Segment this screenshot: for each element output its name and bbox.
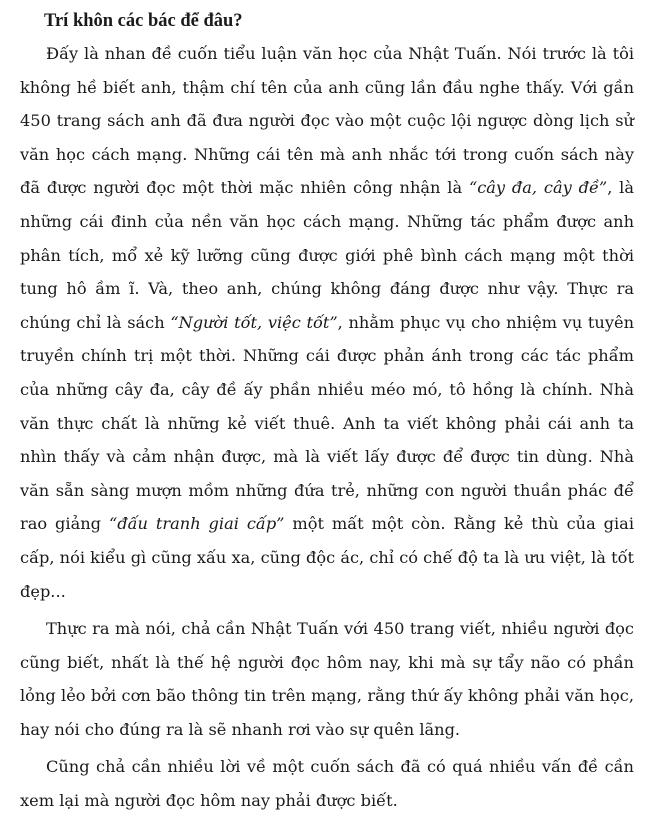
quote-cay-da-cay-de: “cây đa, cây đề”: [468, 178, 608, 198]
paragraph-1-text-3: , nhằm phục vụ cho nhiệm vụ tuyên truyền chính trị một thời. Những cái được phản ánh trong các tác phẩm của những cây đa, cây đề ấy phần nhiều méo mó, tô hồng là chính. Nhà văn thực chất là những kẻ viết thuê. Anh ta viết không phải cái anh ta nhìn thấy và cảm nhận được, mà là viết lấy được để được tin dùng. Nhà văn sẵn sàng mượn mồm những đứa trẻ, những con người thuần phác để rao giảng: [20, 312, 634, 534]
paragraph-1: [20, 37, 634, 608]
quote-dau-tranh-giai-cap: “đấu tranh giai cấp”: [108, 514, 285, 534]
paragraph-1-text-4: một mất một còn. Rằng kẻ thù của giai cấp, nói kiểu gì cũng xấu xa, cũng độc ác, chỉ có chế độ ta là ưu việt, là tốt đẹp...: [20, 514, 635, 601]
paragraph-1-text-2: , là những cái đinh của nền văn học cách mạng. Những tác phẩm được anh phân tích, mổ xẻ kỹ lưỡng cũng được giới phê bình cách mạng một thời tung hô ầm ĩ. Và, theo anh, chúng không đáng được như vậy. Thực ra chúng chỉ là sách: [20, 178, 634, 332]
article-title: Trí khôn các bác để đâu?: [44, 11, 243, 31]
quote-nguoi-tot-viec-tot: “Người tốt, việc tốt”: [170, 312, 338, 332]
article: [20, 6, 634, 818]
paragraph-2: Thực ra mà nói, chả cần Nhật Tuấn với 450 trang viết, nhiều người đọc cũng biết, nhất là thế hệ người đọc hôm nay, khi mà sự tẩy não có phần lỏng lẻo bởi cơn bão thông tin trên mạng, rằng thứ ấy không phải văn học, hay nói cho đúng ra là sẽ nhanh rơi vào sự quên lãng.: [20, 619, 634, 739]
paragraph-1-text-1: Đấy là nhan đề cuốn tiểu luận văn học của Nhật Tuấn. Nói trước là tôi không hề biết anh, thậm chí tên của anh cũng lần đầu nghe thấy. Với gần 450 trang sách anh đã đưa người đọc vào một cuộc lội ngược dòng lịch sử văn học cách mạng. Những cái tên mà anh nhắc tới trong cuốn sách này đã được người đọc một thời mặc nhiên công nhận là: [20, 44, 634, 198]
paragraph-3: Cũng chả cần nhiều lời về một cuốn sách đã có quá nhiều vấn đề cần xem lại mà người đọc hôm nay phải được biết.: [20, 757, 634, 811]
